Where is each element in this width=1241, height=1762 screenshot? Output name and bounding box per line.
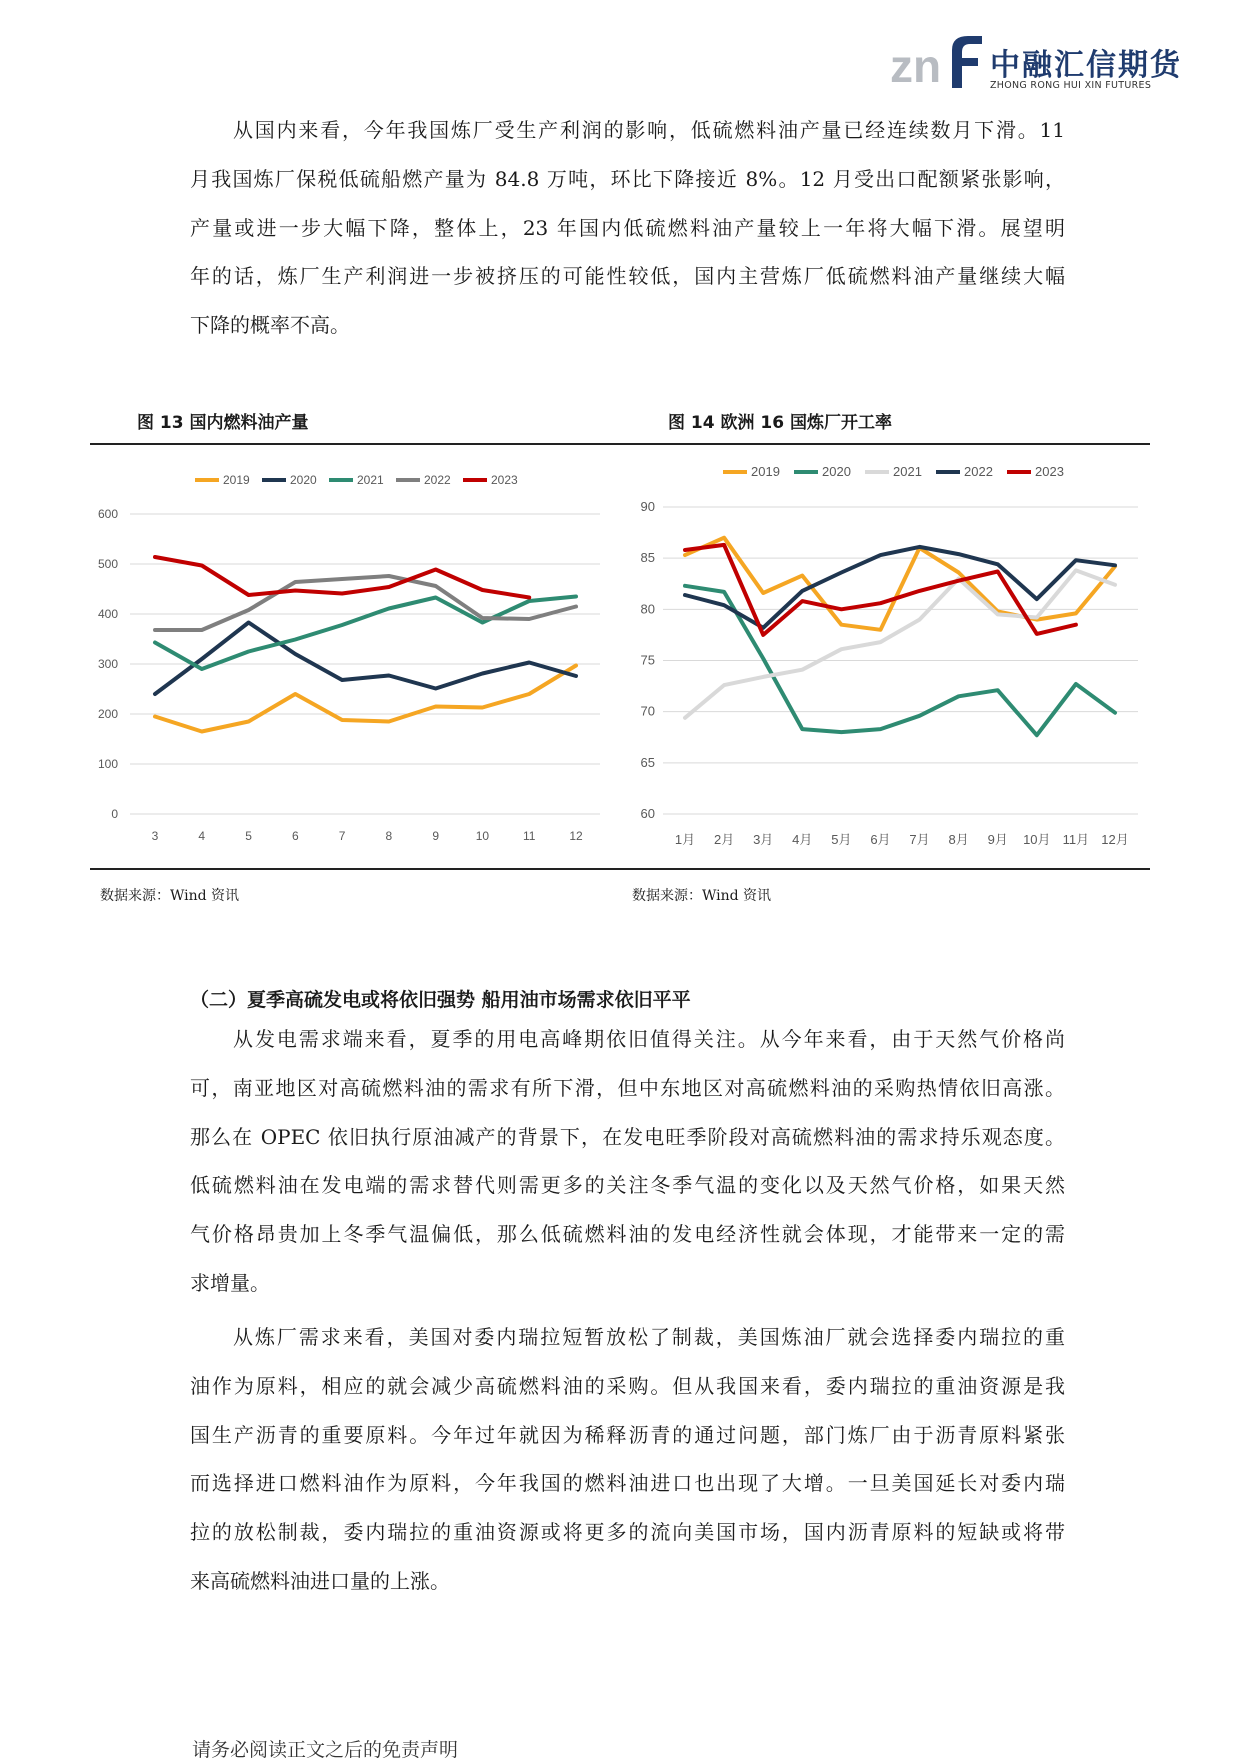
y-tick-label: 200 xyxy=(97,707,118,721)
company-name-cn: 中融汇信期货 xyxy=(990,48,1182,83)
x-tick-label: 11 xyxy=(522,829,536,843)
paragraph-line: 可，南亚地区对高硫燃料油的需求有所下滑，但中东地区对高硫燃料油的采购热情依旧高涨。 xyxy=(190,1075,1065,1100)
paragraph-line: 气价格昂贵加上冬季气温偏低，那么低硫燃料油的发电经济性就会体现，才能带来一定的需 xyxy=(190,1222,1065,1247)
paragraph-line: 下降的概率不高。 xyxy=(190,313,350,338)
x-tick-label: 7月 xyxy=(909,832,930,847)
x-tick-label: 1月 xyxy=(674,832,696,847)
y-tick-label: 60 xyxy=(640,806,655,821)
figure-top-rule xyxy=(90,443,1150,445)
legend-label: 2019 xyxy=(223,473,250,487)
y-tick-label: 300 xyxy=(97,657,118,671)
paragraph-line: 来高硫燃料油进口量的上涨。 xyxy=(190,1568,450,1593)
x-tick-label: 4月 xyxy=(792,832,813,847)
paragraph-line: 油作为原料，相应的就会减少高硫燃料油的采购。但从我国来看，委内瑞拉的重油资源是我 xyxy=(190,1373,1065,1398)
x-tick-label: 8 xyxy=(385,829,393,843)
x-tick-label: 9 xyxy=(432,829,440,843)
paragraph-domestic-production xyxy=(190,106,1065,350)
paragraph-line: 年的话，炼厂生产利润进一步被挤压的可能性较低，国内主营炼厂低硫燃料油产量继续大幅 xyxy=(190,264,1065,289)
series-line-2020 xyxy=(155,623,576,695)
chart-domestic-fuel-oil-production xyxy=(90,448,625,866)
legend-label: 2019 xyxy=(751,464,780,479)
x-tick-label: 3 xyxy=(151,829,159,843)
company-name-en: ZHONG RONG HUI XIN FUTURES xyxy=(990,80,1152,91)
x-tick-label: 10月 xyxy=(1023,832,1051,847)
y-tick-label: 90 xyxy=(640,499,655,514)
paragraph-power-demand xyxy=(190,1015,1065,1308)
x-tick-label: 5月 xyxy=(831,832,852,847)
y-tick-label: 80 xyxy=(640,601,655,617)
figure14-source: 数据来源：Wind 资讯 xyxy=(632,888,772,904)
x-tick-label: 6 xyxy=(291,829,299,843)
y-tick-label: 70 xyxy=(640,703,655,719)
series-line-2022 xyxy=(155,576,576,630)
x-tick-label: 6月 xyxy=(870,832,891,847)
company-logo-mark xyxy=(890,30,985,92)
y-tick-label: 500 xyxy=(97,557,118,571)
y-tick-label: 75 xyxy=(640,652,655,668)
x-tick-label: 9月 xyxy=(987,832,1008,847)
x-tick-label: 12月 xyxy=(1101,832,1129,847)
x-tick-label: 12 xyxy=(569,829,583,843)
y-tick-label: 85 xyxy=(640,550,655,566)
x-tick-label: 7 xyxy=(338,829,346,843)
svg-text:zn: zn xyxy=(890,40,942,92)
paragraph-line: 而选择进口燃料油作为原料，今年我国的燃料油进口也出现了大增。一旦美国延长对委内瑞 xyxy=(190,1471,1065,1496)
legend-label: 2021 xyxy=(357,473,384,487)
section-heading: （二）夏季高硫发电或将依旧强势 船用油市场需求依旧平平 xyxy=(190,989,691,1011)
series-line-2021 xyxy=(155,597,576,670)
y-tick-label: 100 xyxy=(97,757,118,771)
x-tick-label: 4 xyxy=(198,829,206,843)
paragraph-line: 低硫燃料油在发电端的需求替代则需更多的关注冬季气温的变化以及天然气价格，如果天然 xyxy=(190,1173,1065,1198)
figure-bottom-rule xyxy=(90,868,1150,870)
paragraph-refinery-demand xyxy=(190,1313,1065,1606)
figure14-title: 图 14 欧洲 16 国炼厂开工率 xyxy=(668,413,892,433)
chart-europe-refinery-utilization xyxy=(628,448,1150,866)
x-tick-label: 3月 xyxy=(753,832,774,847)
paragraph-line: 月我国炼厂保税低硫船燃产量为 84.8 万吨，环比下降接近 8%。12 月受出口配额紧张影响， xyxy=(190,166,1065,191)
legend-label: 2022 xyxy=(964,464,993,479)
x-tick-label: 8月 xyxy=(948,832,969,847)
series-line-2019 xyxy=(155,666,576,732)
y-tick-label: 600 xyxy=(97,507,118,521)
paragraph-line: 求增量。 xyxy=(190,1270,270,1295)
legend-label: 2021 xyxy=(893,464,922,479)
paragraph-line: 产量或进一步大幅下降，整体上，23 年国内低硫燃料油产量较上一年将大幅下滑。展望明 xyxy=(190,215,1065,240)
figure13-source: 数据来源：Wind 资讯 xyxy=(100,888,240,904)
paragraph-line: 从炼厂需求来看，美国对委内瑞拉短暂放松了制裁，美国炼油厂就会选择委内瑞拉的重 xyxy=(233,1325,1065,1349)
x-tick-label: 11月 xyxy=(1062,832,1090,847)
paragraph-line: 从国内来看，今年我国炼厂受生产利润的影响，低硫燃料油产量已经连续数月下滑。11 xyxy=(233,118,1065,142)
legend-label: 2022 xyxy=(424,473,451,487)
x-tick-label: 10 xyxy=(475,829,490,843)
legend-label: 2023 xyxy=(1035,464,1064,479)
y-tick-label: 65 xyxy=(640,754,655,770)
paragraph-line: 拉的放松制裁，委内瑞拉的重油资源或将更多的流向美国市场，国内沥青原料的短缺或将带 xyxy=(190,1520,1065,1545)
paragraph-line: 国生产沥青的重要原料。今年过年就因为稀释沥青的通过问题，部门炼厂由于沥青原料紧张 xyxy=(190,1422,1065,1447)
footer-disclaimer: 请务必阅读正文之后的免责声明 xyxy=(192,1739,459,1761)
legend-label: 2020 xyxy=(290,473,317,487)
paragraph-line: 从发电需求端来看，夏季的用电高峰期依旧值得关注。从今年来看，由于天然气价格尚 xyxy=(233,1027,1065,1051)
legend-label: 2020 xyxy=(822,464,851,479)
y-tick-label: 0 xyxy=(111,807,118,821)
figure13-title: 图 13 国内燃料油产量 xyxy=(137,413,309,433)
legend-label: 2023 xyxy=(491,473,518,487)
y-tick-label: 400 xyxy=(97,607,118,621)
x-tick-label: 2月 xyxy=(713,832,735,847)
x-tick-label: 5 xyxy=(245,829,252,843)
paragraph-line: 那么在 OPEC 依旧执行原油减产的背景下，在发电旺季阶段对高硫燃料油的需求持乐观态度。 xyxy=(190,1124,1065,1149)
